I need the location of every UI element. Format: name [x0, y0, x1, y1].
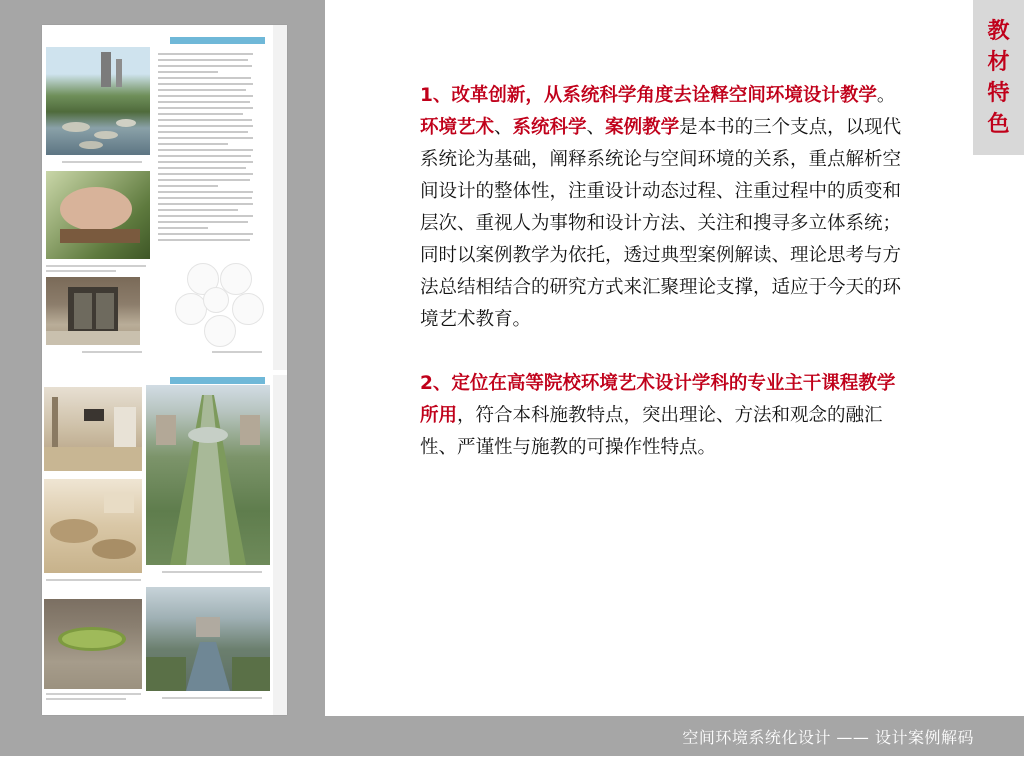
photo-caption — [82, 351, 142, 353]
separator: 、 — [494, 117, 513, 138]
aerial-garden-axis-photo — [146, 385, 270, 565]
hand-on-grass-photo — [46, 171, 150, 259]
book-page-top — [42, 25, 287, 370]
tag-char: 教 — [987, 18, 1010, 44]
tag-char: 色 — [987, 111, 1010, 137]
book-page-bottom — [42, 375, 287, 715]
section-tag — [973, 0, 1024, 155]
page-side-strip — [273, 25, 287, 370]
main-content — [420, 80, 910, 464]
photo-caption — [46, 698, 126, 700]
photo-caption — [46, 265, 146, 267]
section-1-body-text: 是本书的三个支点，以现代系统论为基础，阐释系统论与空间环境的关系，重点解析空间设计的整体性，注重设计动态过程、注重过程中的质变和层次、重视人为事物和设计方法、关注和搜寻多立体系统；同时以案例教学为依托，透过典型案例解读、理论思考与方法总结相结合的研究方式来汇聚理论支撑，适应于今天的环境艺术教育。 — [420, 117, 902, 330]
keyword-case-teaching: 案例教学 — [605, 117, 680, 138]
page-side-strip — [273, 375, 287, 715]
seating-drawing — [44, 479, 142, 573]
park-pond-photo — [46, 47, 150, 155]
photo-caption — [212, 351, 262, 353]
photo-caption — [162, 697, 262, 699]
photo-caption — [46, 579, 141, 581]
section-2-heading-text: 2、定位在高等院校环境艺术设计学科的专业主干课程教学所用 — [420, 373, 896, 426]
separator: 、 — [586, 117, 606, 138]
tag-char: 材 — [987, 49, 1010, 75]
keyword-system-science: 系统科学 — [512, 117, 587, 138]
photo-caption — [62, 161, 142, 163]
footer-bar — [0, 716, 1024, 756]
page-header-bar — [170, 37, 265, 44]
diagram-circle — [204, 315, 236, 347]
arena-photo — [44, 599, 142, 689]
footer-title: 空间环境系统化设计 —— 设计案例解码 — [682, 728, 974, 747]
page-header-bar — [170, 377, 265, 384]
seating-area-photo — [44, 479, 142, 573]
section-1-heading-tail: 。 — [876, 85, 896, 106]
section-1-heading — [420, 80, 910, 112]
river-city-drawing — [146, 587, 270, 691]
interior-drawing — [44, 387, 142, 471]
diagram-circle — [203, 287, 229, 313]
section-2-body-text: ，符合本科施教特点，突出理论、方法和观念的融汇性、严谨性与施教的可操作性特点。 — [420, 405, 883, 458]
tag-char: 特 — [987, 80, 1010, 106]
entrance-drawing — [46, 277, 140, 345]
section-1-body — [420, 112, 910, 336]
page-text-block — [158, 53, 253, 245]
keyword-environment-art: 环境艺术 — [420, 117, 495, 138]
river-city-photo — [146, 587, 270, 691]
section-2-paragraph — [420, 368, 910, 464]
hand-drawing — [46, 171, 150, 259]
section-1-heading-text: 1、改革创新，从系统科学角度去诠释空间环境设计教学 — [420, 85, 877, 106]
paragraph-gap — [420, 336, 910, 368]
interior-space-photo — [44, 387, 142, 471]
diagram-circle — [232, 293, 264, 325]
arena-drawing — [44, 599, 142, 689]
park-pond-drawing — [46, 47, 150, 155]
photo-caption — [46, 693, 141, 695]
photo-caption — [162, 571, 262, 573]
photo-caption — [46, 270, 116, 272]
book-pages-image — [42, 25, 287, 715]
building-entrance-photo — [46, 277, 140, 345]
left-panel — [0, 0, 325, 716]
aerial-axis-drawing — [146, 385, 270, 565]
